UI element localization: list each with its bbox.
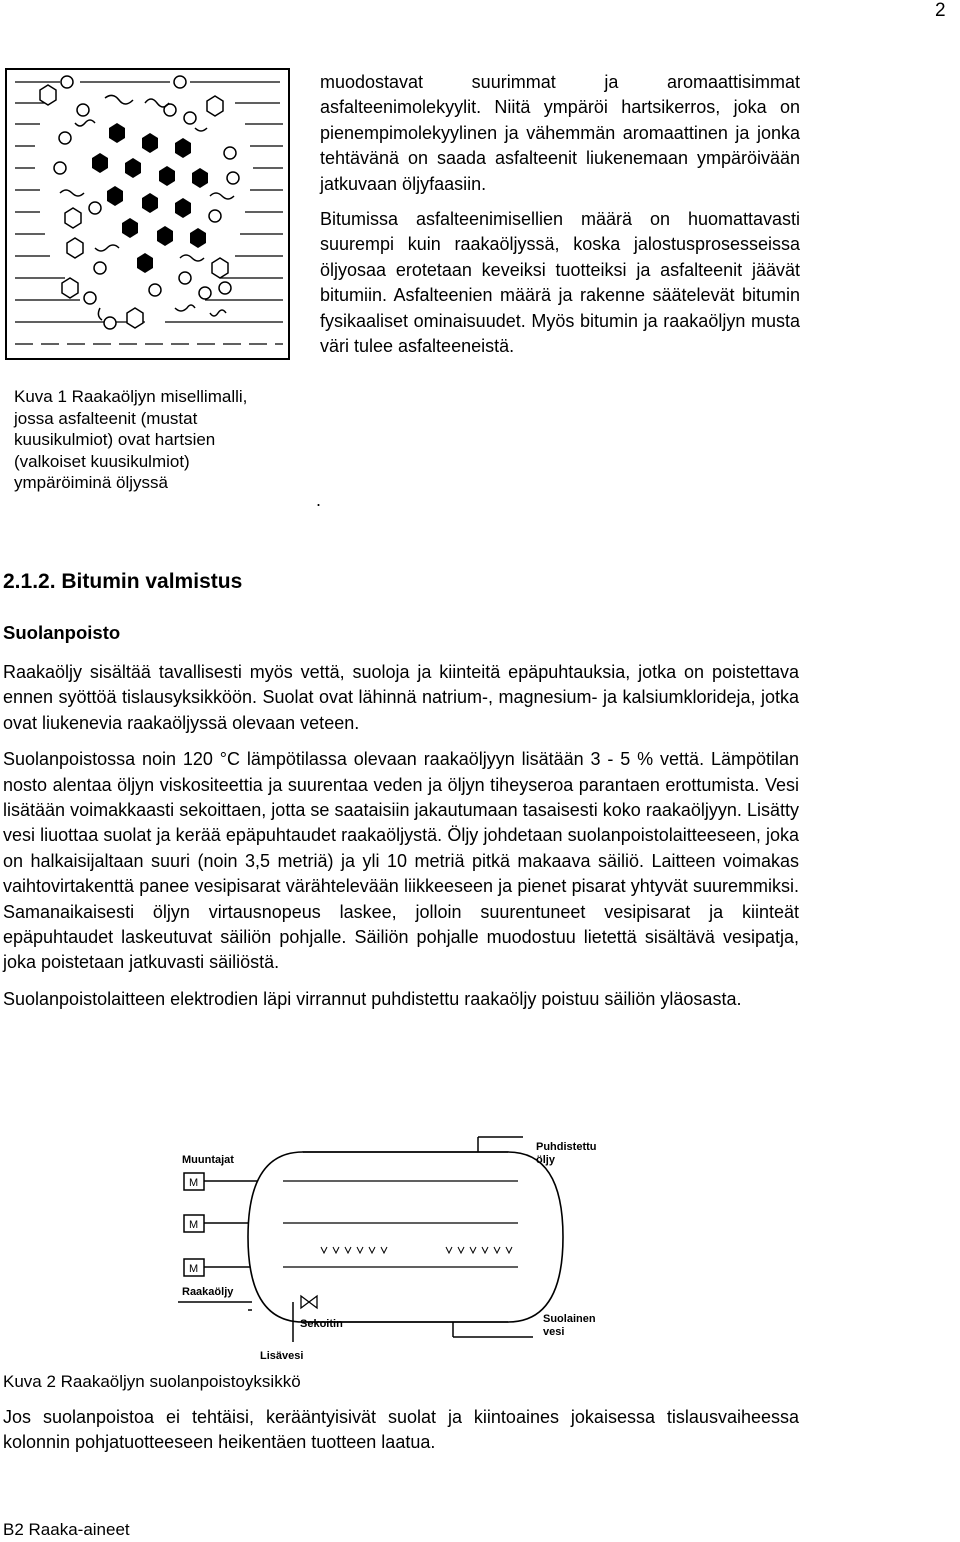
- droplet-marks: [321, 1247, 512, 1253]
- mixing-valve-icon: [301, 1296, 317, 1308]
- right-column-text: [320, 70, 800, 359]
- figure1-caption: Kuva 1 Raakaöljyn misellimalli, jossa asfalteenit (mustat kuusikulmiot) ovat hartsien (valkoiset kuusikulmiot) ympäröiminä öljyssä: [14, 387, 248, 492]
- label-m: M: [189, 1177, 199, 1189]
- label-m: M: [189, 1219, 199, 1231]
- subsection-heading: Suolanpoisto: [3, 622, 121, 643]
- label-lisavesi: Lisävesi: [260, 1350, 304, 1362]
- label-puhdistettu: Puhdistettu: [536, 1141, 597, 1153]
- label-vesi: vesi: [543, 1326, 565, 1338]
- paragraph: Suolanpoistolaitteen elektrodien läpi virrannut puhdistettu raakaöljy poistuu säiliön yläosasta.: [3, 988, 742, 1009]
- label-sekoitin: Sekoitin: [300, 1318, 343, 1330]
- stray-dot: .: [316, 490, 322, 510]
- desalter-diagram: [178, 1132, 628, 1364]
- piping: [178, 1137, 533, 1342]
- label-muuntajat: Muuntajat: [182, 1154, 234, 1166]
- paragraph: Bitumissa asfalteenimisellien määrä on huomattavasti suurempi kuin raakaöljyssä, koska jalostusprosesseissa öljyosaa erotetaan keveiksi tuotteiksi ja asfalteenit jäävät bitumiin. Asfalteenien määrä ja rakenne säätelevät bitumin fysikaaliset ominaisuudet. Myös bitumin ja raakaöljyn musta väri tulee asfalteeneistä.: [320, 209, 800, 357]
- section-heading: 2.1.2. Bitumin valmistus: [3, 570, 243, 593]
- section-body: [3, 660, 799, 1023]
- paragraph: muodostavat suurimmat ja aromaattisimmat asfalteenimolekyylit. Niitä ympäröi hartsikerros, joka on pienempimolekyylinen ja vähemmän aromaattinen ja jonka tehtävänä on saada asfalteenit liukenemaan ympäröivään jatkuvaan öljyfaasiin.: [320, 72, 800, 194]
- label-m: M: [189, 1263, 199, 1275]
- page-number: 2: [935, 0, 946, 21]
- electrodes: [283, 1181, 518, 1267]
- final-paragraph: Jos suolanpoistoa ei tehtäisi, kerääntyisivät suolat ja kiintoaines jokaisessa tislausvaiheessa kolonnin pohjatuotteeseen heikentäen tuotteen laatua.: [3, 1407, 799, 1453]
- label-raakaoljy: Raakaöljy: [182, 1286, 234, 1298]
- paragraph: Raakaöljy sisältää tavallisesti myös vettä, suoloja ja kiinteitä epäpuhtauksia, jotka on poistettava ennen syöttöä tislausyksikköön. Suolat ovat lähinnä natrium-, magnesium- ja kalsiumklorideja, jotka ovat liukenevia raakaöljyssä olevaan veteen.: [3, 662, 799, 733]
- footer: B2 Raaka-aineet: [3, 1520, 130, 1539]
- paragraph: Suolanpoistossa noin 120 °C lämpötilassa olevaan raakaöljyyn lisätään 3 - 5 % vettä. Lämpötilan nosto alentaa öljyn viskositeettia ja suurentaa veden ja öljyn tiheyseroa parantaen erottumista. Vesi lisätään voimakkaasti sekoittaen, jotta se saataisiin jakautumaan tasaisesti koko raakaöljyyn. Lisätty vesi liuottaa suolat ja kerää epäpuhtaudet raakaöljystä. Öljy johdetaan suolanpoistolaitteeseen, joka on halkaisijaltaan suuri (noin 3,5 metriä) ja yli 10 metriä pitkä makaava säiliö. Laitteen voimakas vaihtovirtakenttä panee vesipisarat värähtelevään liikkeeseen ja pienet pisarat yhtyvät suuremmiksi. Samanaikaisesti öljyn virtausnopeus laskee, jolloin suurentuneet vesipisarat ja kiinteät epäpuhtaudet laskeutuvat säiliön pohjalle. Säiliön pohjalle muodostuu lietettä sisältävä vesipatja, joka poistetaan jatkuvasti säiliöstä.: [3, 749, 799, 973]
- figure2-caption: Kuva 2 Raakaöljyn suolanpoistoyksikkö: [3, 1372, 301, 1391]
- micelle-model-figure: [5, 68, 290, 360]
- label-suolainen: Suolainen: [543, 1313, 596, 1325]
- label-oljy: öljy: [536, 1154, 555, 1166]
